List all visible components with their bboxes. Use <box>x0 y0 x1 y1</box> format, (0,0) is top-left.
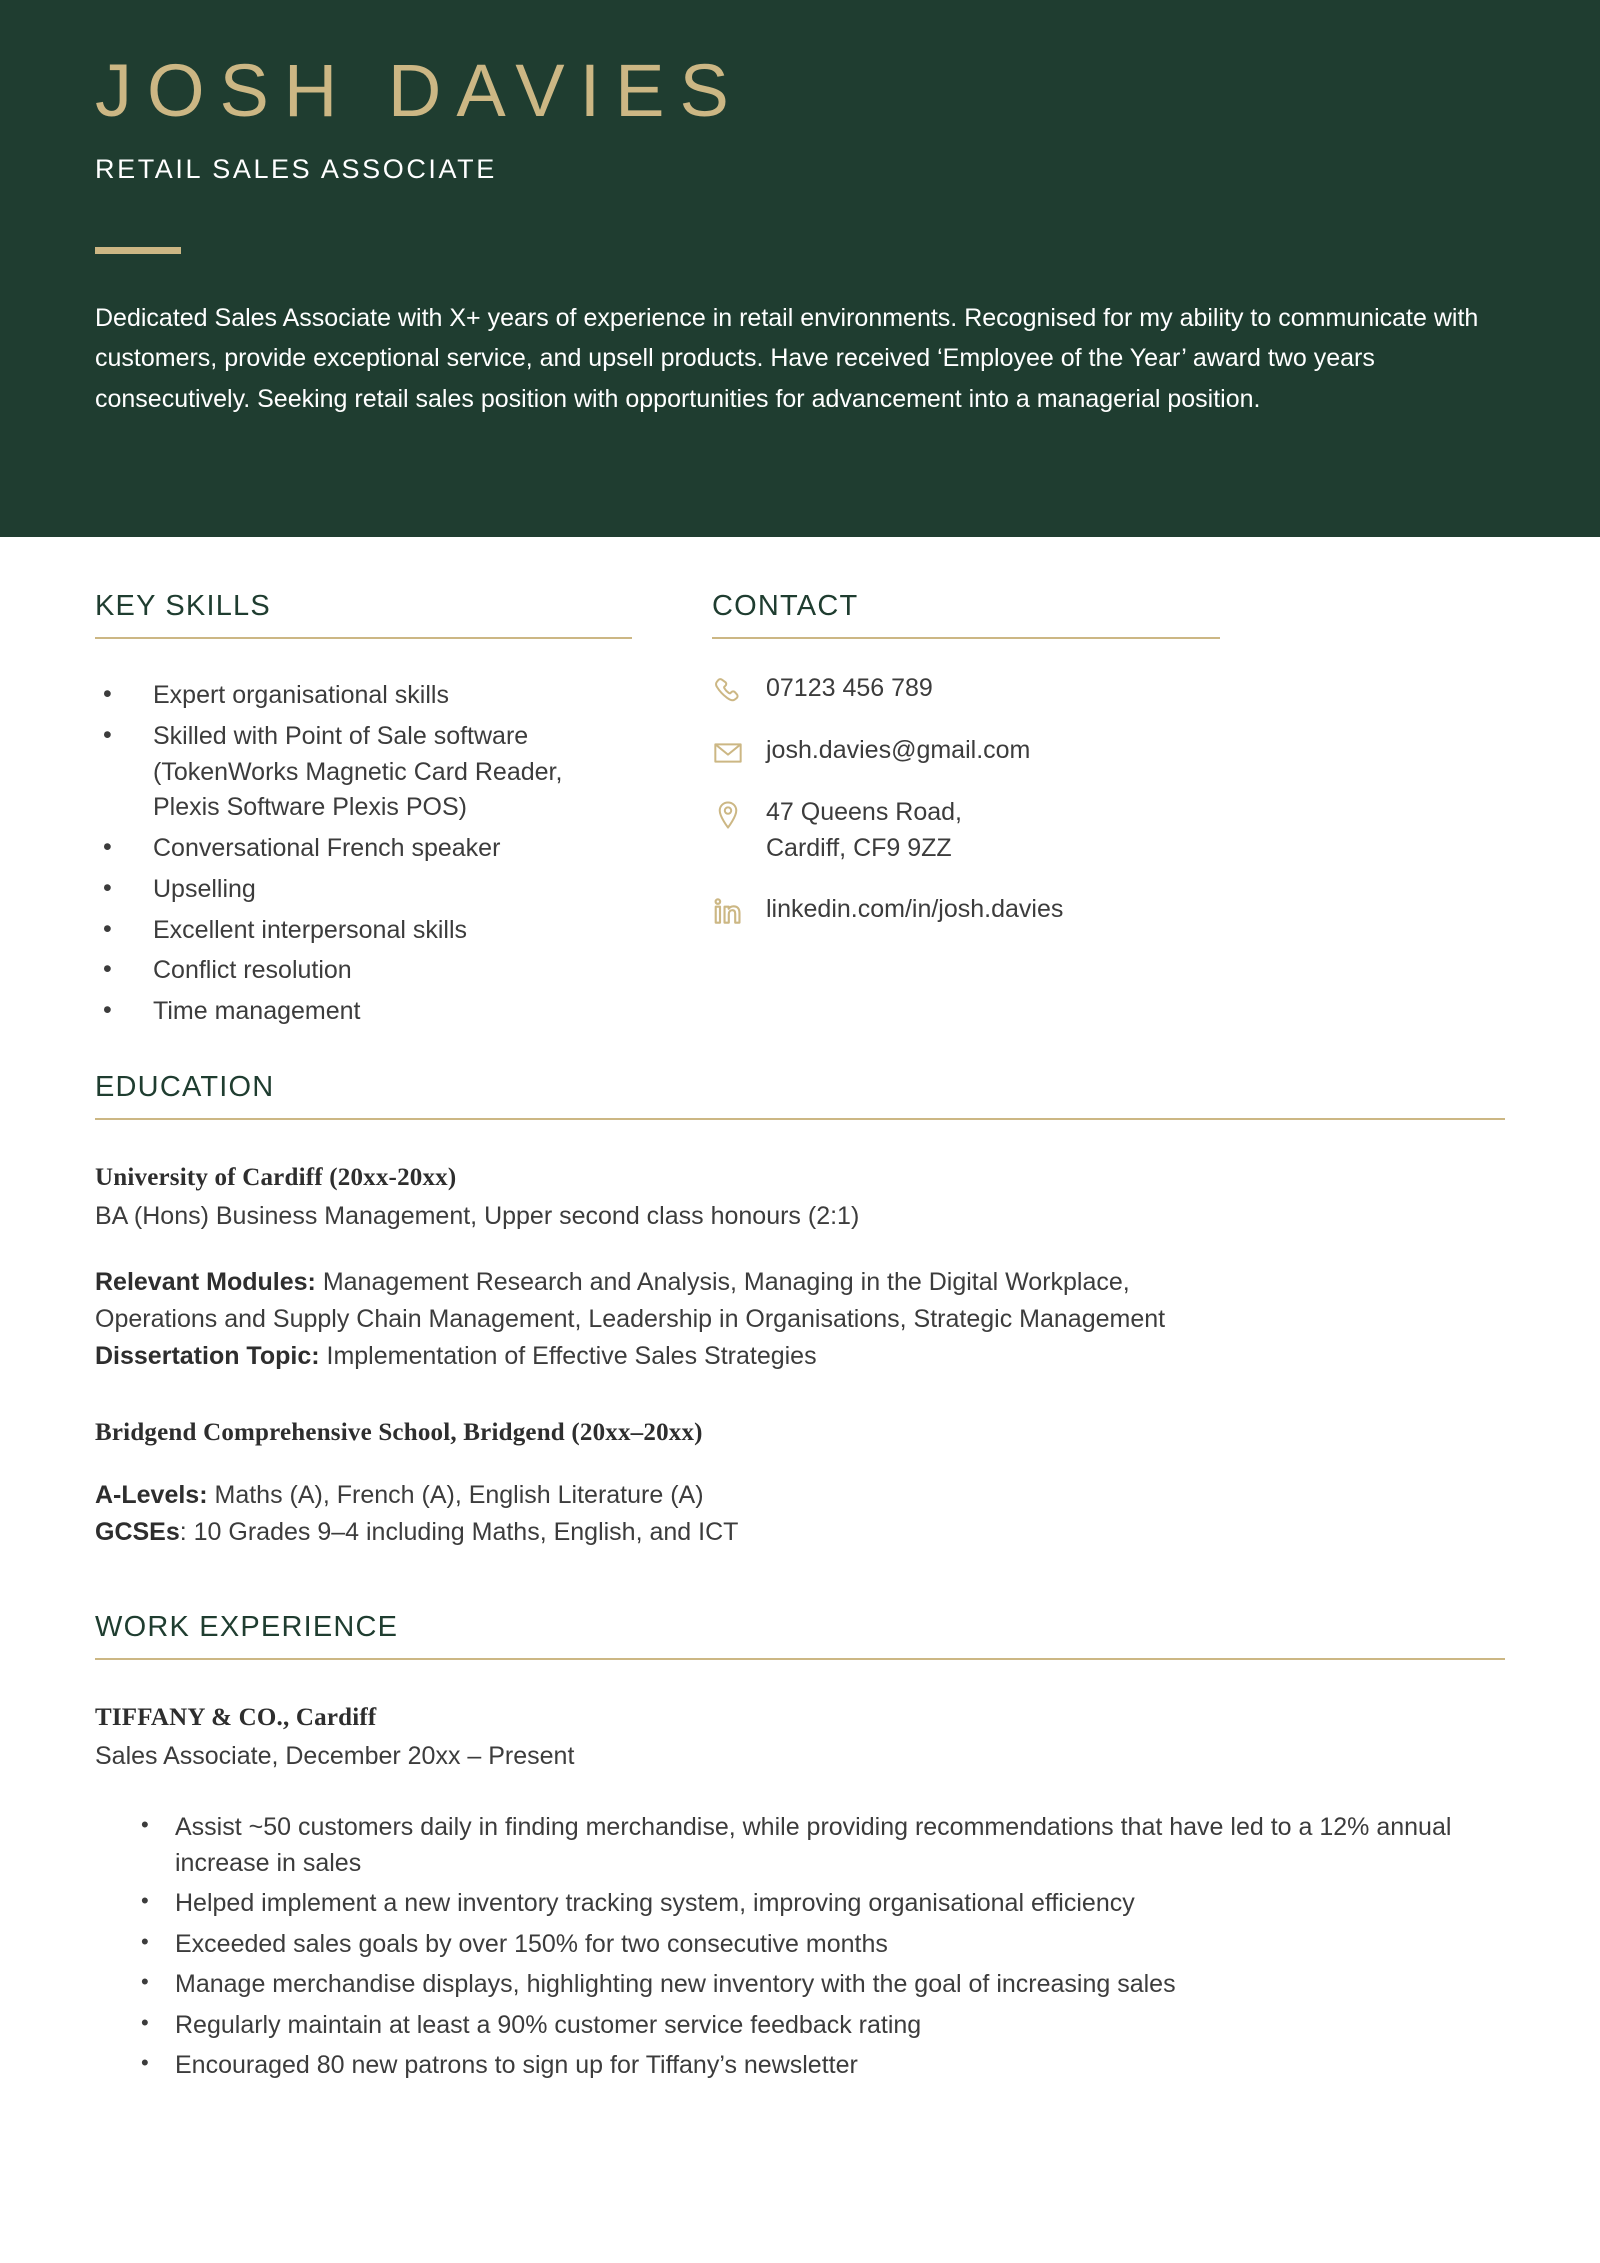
list-item: • Encouraged 80 new patrons to sign up for Tiffany’s newsletter <box>135 2048 1505 2084</box>
education-heading: EDUCATION <box>95 1070 275 1103</box>
linkedin-icon <box>712 892 766 928</box>
list-item: • Expert organisational skills <box>95 678 632 714</box>
contact-phone-row <box>712 671 1220 707</box>
contact-email-row <box>712 733 1220 769</box>
a-levels-line <box>95 1477 1505 1514</box>
education-details <box>95 1264 1505 1375</box>
relevant-modules-value-a: Management Research and Analysis, Managing in the Digital Workplace, <box>315 1268 1130 1296</box>
phone-icon <box>712 671 766 707</box>
list-item: • Conflict resolution <box>95 953 632 989</box>
resume-body <box>0 537 1600 2089</box>
a-levels-label: A-Levels: <box>95 1481 208 1509</box>
contact-address-value[interactable] <box>766 795 962 866</box>
list-item: • Excellent interpersonal skills <box>95 913 632 949</box>
relevant-modules-line-1 <box>95 1264 1505 1301</box>
dissertation-label: Dissertation Topic: <box>95 1342 320 1370</box>
dissertation-line <box>95 1338 1505 1375</box>
contact-phone-value[interactable]: 07123 456 789 <box>766 674 933 702</box>
gcses-line <box>95 1514 1505 1551</box>
relevant-modules-line-2: Operations and Supply Chain Management, Leadership in Organisations, Strategic Management <box>95 1305 1166 1333</box>
dissertation-value: Implementation of Effective Sales Strategies <box>319 1342 817 1370</box>
work-experience-section <box>95 1551 1505 2084</box>
key-skills-section <box>95 590 632 1035</box>
list-item: • Time management <box>95 994 632 1030</box>
list-item: • Exceeded sales goals by over 150% for two consecutive months <box>135 1927 1505 1963</box>
gcses-value: : 10 Grades 9–4 including Maths, English, and ICT <box>179 1518 739 1546</box>
list-item: • Helped implement a new inventory tracking system, improving organisational efficiency <box>135 1886 1505 1922</box>
education-section <box>95 1035 1505 1551</box>
contact-rule <box>712 637 1220 639</box>
envelope-icon <box>712 733 766 769</box>
work-experience-rule <box>95 1658 1505 1660</box>
list-item: • Regularly maintain at least a 90% customer service feedback rating <box>135 2008 1505 2044</box>
gcses-label: GCSEs <box>95 1518 180 1546</box>
employer-name: TIFFANY & CO., Cardiff <box>95 1704 377 1731</box>
contact-linkedin-value[interactable]: linkedin.com/in/josh.davies <box>766 895 1064 923</box>
school-org-name: Bridgend Comprehensive School, Bridgend (20xx–20xx) <box>95 1419 703 1446</box>
relevant-modules-label: Relevant Modules: <box>95 1268 316 1296</box>
a-levels-value: Maths (A), French (A), English Literature (A) <box>207 1481 704 1509</box>
professional-summary: Dedicated Sales Associate with X+ years of experience in retail environments. Recognised for my ability to communicate with customers, provide exceptional service, and upsell products. Have received ‘Employee of the Year’ award two years consecutively. Seeking retail sales position with opportunities for advancement into a managerial position. <box>95 303 1479 413</box>
work-entry-tiffany <box>95 1704 1505 2084</box>
employment-role-dates: Sales Associate, December 20xx – Present <box>95 1742 575 1770</box>
list-item: • Manage merchandise displays, highlighting new inventory with the goal of increasing sales <box>135 1967 1505 2003</box>
school-details <box>95 1477 1505 1551</box>
education-org-name: University of Cardiff (20xx-20xx) <box>95 1163 457 1191</box>
education-degree: BA (Hons) Business Management, Upper second class honours (2:1) <box>95 1201 860 1230</box>
contact-section <box>712 590 1220 1035</box>
list-item: • Conversational French speaker <box>95 831 632 867</box>
list-item: • Skilled with Point of Sale software (TokenWorks Magnetic Card Reader, Plexis Software Plexis POS) <box>95 719 632 826</box>
key-skills-heading: KEY SKILLS <box>95 590 271 622</box>
location-pin-icon <box>712 795 766 831</box>
work-duties-list <box>95 1810 1505 2084</box>
education-entry-school <box>95 1419 1505 1551</box>
contact-address-row <box>712 795 1220 866</box>
list-item: • Upselling <box>95 872 632 908</box>
contact-linkedin-row <box>712 892 1220 928</box>
contact-heading: CONTACT <box>712 590 859 622</box>
key-skills-list <box>95 678 632 1030</box>
education-rule <box>95 1118 1505 1120</box>
education-entry-university <box>95 1164 1505 1375</box>
candidate-job-title: RETAIL SALES ASSOCIATE <box>95 153 497 184</box>
candidate-name: JOSH DAVIES <box>95 49 744 132</box>
list-item: • Assist ~50 customers daily in finding merchandise, while providing recommendations that have led to a 12% annual increase in sales <box>135 1810 1505 1881</box>
work-experience-heading: WORK EXPERIENCE <box>95 1611 399 1643</box>
accent-divider-bar <box>95 247 181 254</box>
key-skills-rule <box>95 637 632 639</box>
contact-email-value[interactable]: josh.davies@gmail.com <box>766 736 1031 764</box>
resume-header <box>0 0 1600 537</box>
two-column-region <box>95 537 1505 1035</box>
address-line-1: 47 Queens Road, <box>766 798 962 826</box>
contact-list <box>712 671 1220 928</box>
address-line-2: Cardiff, CF9 9ZZ <box>766 833 952 862</box>
